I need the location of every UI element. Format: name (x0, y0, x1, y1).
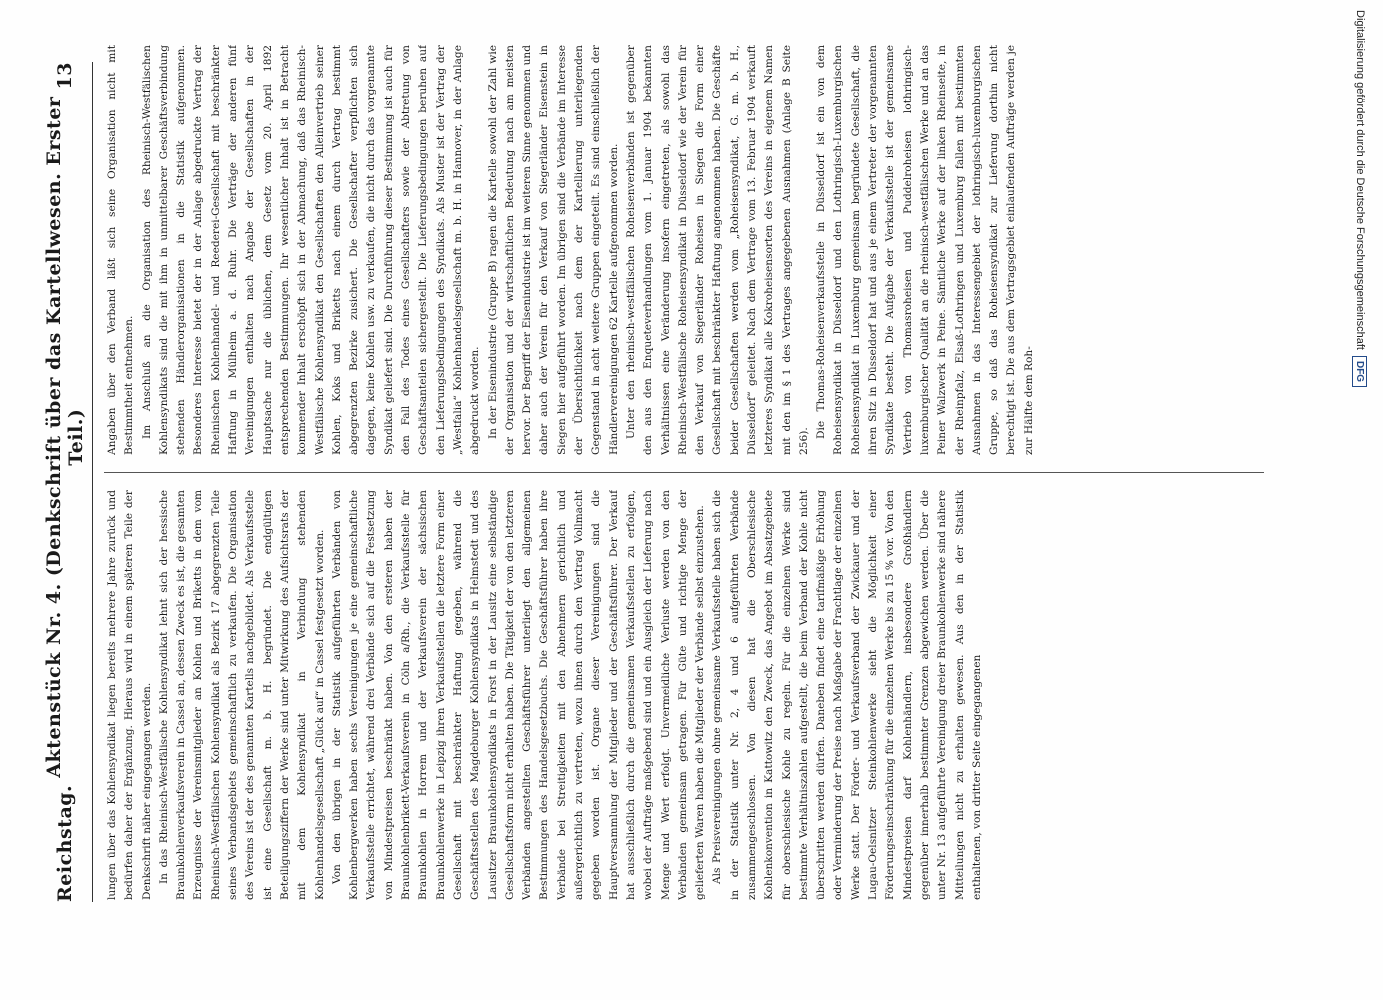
right-column (104, 45, 1272, 455)
credit-text: Digitalisierung gefördert durch die Deutsche Forschungsgemeinschaft (1354, 10, 1366, 350)
paragraph: Von den übrigen in der Statistik aufgeführten Verbänden von Kohlenbergwerken haben sechs Vereinigungen je eine gemeinschaftliche Verkaufsstelle errichtet, während drei Verbände sich auf die Festsetzung von Mindestpreisen beschränkt haben. Von den ersteren haben der Braunkohlenbrikett-Verkaufsverein in Cöln a/Rh., die Verkaufsstelle für Braunkohlen in Horrem und der Verkaufsverein der sächsischen Braunkohlenwerke in Leipzig ihren Verkaufsstellen die letztere Form einer Gesellschaft mit beschränkter Haftung gegeben, während die Geschäftsstellen des Magdeburger Kohlensyndikats in Helmstedt und des Lausitzer Braunkohlensyndikats in Forst in der Lausitz eine selbständige Gesellschaftsform nicht erhalten haben. Die Tätigkeit der von den letzteren Verbänden angestellten Geschäftsführer unterliegt den allgemeinen Bestimmungen des Handelsgesetzbuchs. Die Geschäftsführer haben ihre Verbände bei Streitigkeiten mit den Abnehmern gerichtlich und außergerichtlich zu vertreten, wozu ihnen durch den Vertrag Vollmacht gegeben worden ist. Organe dieser Vereinigungen sind die Hauptversammlung der Mitglieder und der Geschäftsführer. Der Verkauf hat ausschließlich durch die gemeinsamen Verkaufsstellen zu erfolgen, wobei der Aufträge maßgebend sind und ein Ausgleich der Lieferung nach Menge und Wert erfolgt. Unvermeidliche Verluste werden von den Verbänden gemeinsam getragen. Für Güte und richtige Menge der gelieferten Waren haben die Mitglieder der Verbände selbst einzustehen. (330, 490, 707, 900)
paragraph: In das Rheinisch-Westfälische Kohlensyndikat lehnt sich der hessische Braunkohlenverkaufsverein in Cassel an, dessen Zweck es ist, die gesamten Erzeugnisse der Vereinsmitglieder an Kohlen und Briketts in dem vom Rheinisch-Westfälischen Kohlensyndikat als Bezirk 17 abgegrenzten Teile seines Verbandsgebiets gemeinschaftlich zu verkaufen. Die Organisation des Vereins ist der des genannten Kartells nachgebildet. Als Verkaufsstelle ist eine Gesellschaft m. b. H. begründet. Die endgültigen Beteiligungsziffern der Werke sind unter Mitwirkung des Aufsichtsrats der mit dem Kohlensyndikat in Verbindung stehenden Kohlenhandelsgesellschaft „Glück auf“ in Cassel festgesetzt worden. (157, 490, 326, 900)
header-rule (92, 62, 93, 902)
column-divider (104, 472, 1264, 473)
paragraph: Als Preisvereinigungen ohne gemeinsame Verkaufsstelle haben sich die in der Statistik unter Nr. 2, 4 und 6 aufgeführten Verbände zusammengeschlossen. Von diesen hat die Oberschlesische Kohlenkonvention in Kattowitz den Zweck, das Angebot im Absatzgebiete für oberschlesische Kohle zu regeln. Für die einzelnen Werke sind bestimmte Verhältniszahlen aufgestellt, die beim Verband der Kohle nicht überschritten werden dürfen. Daneben findet eine tarifmäßige Erhöhung oder Verminderung der Preise nach Maßgabe der Frachtlage der einzelnen Werke statt. Der Förder- und Verkaufsverband der Zwickauer und der Lugau-Oelsnitzer Steinkohlenwerke sieht die Möglichkeit einer Förderungseinschränkung für die einzelnen Werke bis zu 15 % vor. Von den Mindestpreisen darf Kohlenhändlern, insbesondere Großhändlern gegenüber innerhalb bestimmter Grenzen abgewichen werden. Über die unter Nr. 13 aufgeführte Vereinigung dreier Braunkohlenwerke sind nähere Mitteilungen nicht zu erhalten gewesen. Aus den in der Statistik enthaltenen, von dritter Seite eingegangenen (711, 490, 983, 900)
paragraph: Unter den rheinisch-westfälischen Roheisenverbänden ist gegenüber den aus den Enqueteverhandlungen vom 1. Januar 1904 bekannten Verhältnissen eine Veränderung insofern eingetreten, als sowohl das Rheinisch-Westfälische Roheisensyndikat in Düsseldorf wie der Verein für den Verkauf von Siegerländer Roheisen in Siegen die Form einer Gesellschaft mit beschränkter Haftung angenommen haben. Die Geschäfte beider Gesellschaften werden vom „Roheisensyndikat, G. m. b. H., Düsseldorf“ geleitet. Nach dem Vertrage vom 13. Februar 1904 verkauft letzteres Syndikat alle Kokroheisensorten des Vereins in eigenem Namen mit den im § 1 des Vertrages angegebenen Ausnahmen (Anlage B Seite 256). (624, 45, 810, 455)
left-column (104, 490, 1272, 900)
header-title: Aktenstück Nr. 4. (Denkschrift über das Kartellwesen. Erster Teil.) (43, 96, 87, 778)
digitization-credit (1345, 10, 1375, 990)
header-left: Reichstag. (54, 784, 76, 902)
paragraph: lungen über das Kohlensyndikat liegen bereits mehrere Jahre zurück und bedürfen daher der Ergänzung. Hieraus wird in einem späteren Teile der Denkschrift näher eingegangen werden. (106, 490, 153, 900)
paragraph: Angaben über den Verband läßt sich seine Organisation nicht mit Bestimmtheit entnehmen. (106, 45, 136, 455)
paragraph: In der Eisenindustrie (Gruppe B) ragen die Kartelle sowohl der Zahl wie der Organisation und der wirtschaftlichen Bedeutung nach am meisten hervor. Der Begriff der Eisenindustrie ist im weiteren Sinne genommen und daher auch der Verein für den Verkauf von Siegerländer Eisenstein in Siegen hier aufgeführt worden. Im übrigen sind die Verbände im Interesse der Übersichtlichkeit nach dem der Kartellierung unterliegenden Gegenstand in acht weitere Gruppen eingeteilt. Es sind einschließlich der Händlervereinigungen 62 Kartelle aufgenommen worden. (486, 45, 620, 455)
paragraph: Im Anschluß an die Organisation des Rheinisch-Westfälischen Kohlensyndikats sind die mit ihm in unmittelbarer Geschäftsverbindung stehenden Händlerorganisationen in die Statistik aufgenommen. Besonderes Interesse bietet der in der Anlage abgedruckte Vertrag der Rheinischen Kohlenhandel- und Reederei-Gesellschaft mit beschränkter Haftung in Mülheim a. d. Ruhr. Die Verträge der anderen fünf Vereinigungen enthalten nach Angabe der Gesellschaften in der Hauptsache nur die üblichen, dem Gesetz vom 20. April 1892 entsprechenden Bestimmungen. Ihr wesentlicher Inhalt ist in Betracht kommender Inhalt erschöpft sich in der Abmachung, daß das Rheinisch-Westfälische Kohlensyndikat den Gesellschaften den Alleinvertrieb seiner Kohlen, Koks und Briketts nach einem durch Vertrag bestimmt abgegrenzten Bezirke zusichert. Die Gesellschafter verpflichten sich dagegen, keine Kohlen usw. zu verkaufen, die nicht durch das vorgenannte Syndikat geliefert sind. Die Durchführung dieser Bestimmung ist auch für den Fall des Todes eines Gesellschafters sowie der Abtretung von Geschäftsanteilen sichergestellt. Die Lieferungsbedingungen beruhen auf den Lieferungsbedingungen des Syndikats. Als Muster ist der Vertrag der „Westfalia“ Kohlenhandelsgesellschaft m. b. H. in Hannover, in der Anlage abgedruckt worden. (140, 45, 482, 455)
paragraph: Die Thomas-Roheisenverkaufsstelle in Düsseldorf ist ein von dem Roheisensyndikat in Düsseldorf und den Lothringisch-Luxemburgischen Roheisensyndikat in Luxemburg gemeinsam begründete Gesellschaft, die ihren Sitz in Düsseldorf hat und aus je einem Vertreter der vorgenannten Syndikate besteht. Die Aufgabe der Verkaufsstelle ist der gemeinsame Vertrieb von Thomasroheisen und Puddelroheisen lothringisch-luxemburgischer Qualität an die rheinisch-westfälischen Werke und an das Peiner Walzwerk in Peine. Sämtliche Werke auf der linken Rheinseite, in der Rheinpfalz, Elsaß-Lothringen und Luxemburg fallen mit bestimmten Ausnahmen in das Interessengebiet der lothringisch-luxemburgischen Gruppe, so daß das Roheisensyndikat zur Lieferung dorthin nicht berechtigt ist. Die aus dem Vertragsgebiet einlaufenden Aufträge werden je zur Hälfte dem Roh- (815, 45, 1035, 455)
page-number: 13 (54, 62, 76, 90)
page-header (45, 62, 85, 902)
dfg-logo: DFG (1353, 356, 1368, 387)
